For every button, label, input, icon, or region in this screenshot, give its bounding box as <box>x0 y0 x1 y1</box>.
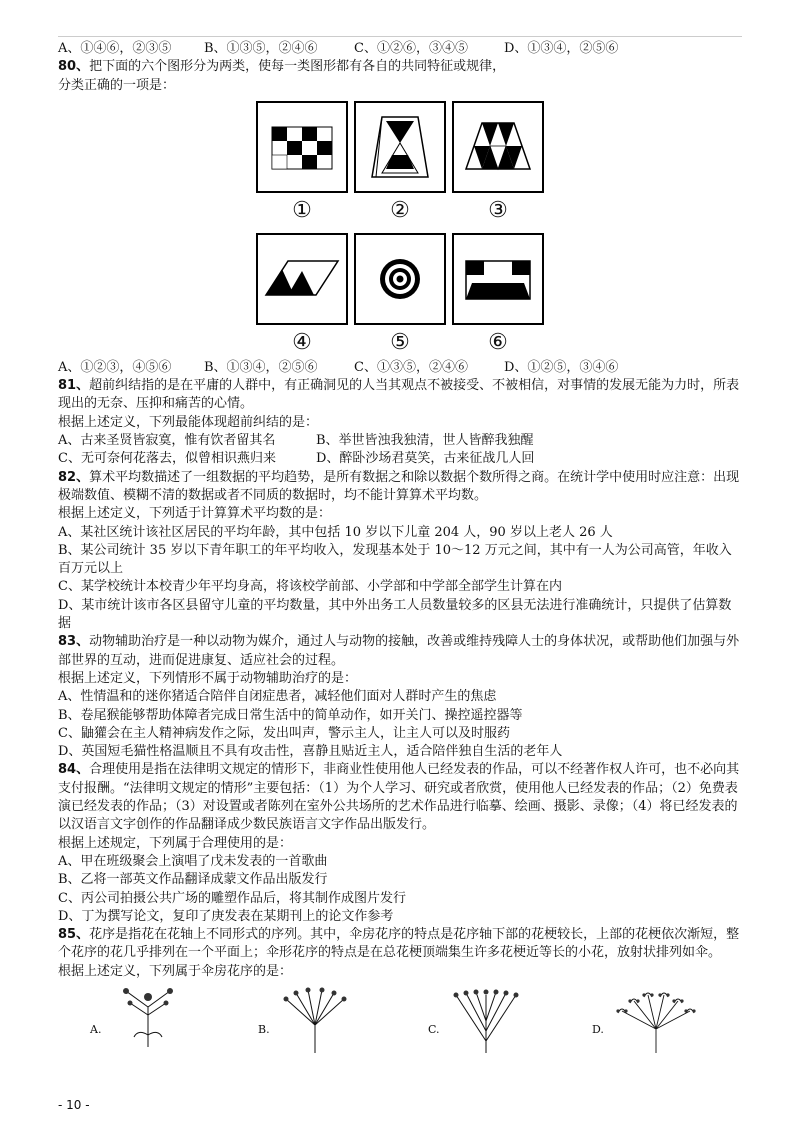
q80-option-c[interactable]: C、①③⑤，②④⑥ <box>354 359 468 375</box>
q81-text: 超前纠结指的是在平庸的人群中，有正确洞见的人当其观点不被接受、不被相信，对事情的发展无能为力时，所表现出的无奈、压抑和痛苦的心情。 <box>58 378 740 412</box>
q81-option-a[interactable]: A、古来圣贤皆寂寞，惟有饮者留其名 <box>58 433 276 449</box>
q84-prompt: 根据上述规定，下列属于合理使用的是： <box>58 835 293 851</box>
figure-1 <box>256 101 348 193</box>
q85-stem <box>58 926 744 963</box>
q81-option-c[interactable]: C、无可奈何花落去，似曾相识燕归来 <box>58 451 276 467</box>
q82-text: 算术平均数描述了一组数据的平均趋势，是所有数据之和除以数据个数所得之商。在统计学中使用时应注意：出现极端数值、模糊不清的数据或者不同质的数据时，均不能计算算术平均数。 <box>58 469 740 503</box>
q85-label-d[interactable]: D. <box>592 1022 604 1036</box>
q83-option-a[interactable]: A、性情温和的迷你猪适合陪伴自闭症患者，减轻他们面对人群时产生的焦虑 <box>58 689 497 705</box>
q79-option-d[interactable]: D、①③④，②⑤⑥ <box>504 41 619 56</box>
q83-text: 动物辅助治疗是一种以动物为媒介，通过人与动物的接触，改善或维持残障人士的身体状况，或帮助他们加强与外部世界的互动，进而促进康复、适应社会的过程。 <box>58 634 740 668</box>
q81-options-row2 <box>58 450 744 468</box>
q85-text: 花序是指花在花轴上不同形式的序列。其中，伞房花序的特点是花序轴下部的花梗较长，上部的花梗依次渐短，整个花序的花几乎排列在一个平面上；伞形花序的特点是在总花梗顶端集生许多花梗近等长的小花，放射状排列如伞。 <box>58 927 740 961</box>
q82-option-d[interactable]: D、某市统计该市各区县留守儿童的平均数量，其中外出务工人员数量较多的区县无法进行准确统计，只提供了估算数据 <box>58 597 732 632</box>
q80-text: 把下面的六个图形分为两类，使每一类图形都有各自的共同特征或规律， <box>89 59 506 75</box>
q84-stem <box>58 761 744 834</box>
q79-options <box>58 40 744 58</box>
figure-5-graphic <box>356 235 444 323</box>
q80-option-a[interactable]: A、①②③，④⑤⑥ <box>58 359 172 375</box>
figure-4 <box>256 233 348 325</box>
q81-number: 81、 <box>58 378 90 394</box>
q82-stem <box>58 469 744 506</box>
figure-1-graphic <box>258 103 346 191</box>
page-content <box>58 40 744 1055</box>
q81-option-b[interactable]: B、举世皆浊我独清，世人皆醉我独醒 <box>316 433 534 449</box>
figure-1-label: ① <box>292 197 312 223</box>
q81-stem <box>58 377 744 414</box>
q84-option-c[interactable]: C、丙公司拍摄公共广场的雕塑作品后，将其制作成图片发行 <box>58 890 406 906</box>
inflorescence-a-icon <box>116 985 180 1055</box>
q84-number: 84、 <box>58 762 90 778</box>
figure-6-graphic <box>454 235 542 323</box>
q83-option-d[interactable]: D、英国短毛猫性格温顺且不具有攻击性，喜静且贴近主人，适合陪伴独自生活的老年人 <box>58 744 563 760</box>
q80-number: 80、 <box>58 59 90 75</box>
q82-option-c[interactable]: C、某学校统计本校青少年平均身高，将该校学前部、小学部和中学部全部学生计算在内 <box>58 579 562 595</box>
q82-option-a[interactable]: A、某社区统计该社区居民的平均年龄，其中包括 10 岁以下儿童 204 人，90 岁以上老人 26 人 <box>58 524 613 540</box>
figure-4-graphic <box>258 235 346 323</box>
q80-stem-2: 分类正确的一项是： <box>58 77 176 93</box>
q83-prompt: 根据上述定义，下列情形不属于动物辅助治疗的是： <box>58 670 358 686</box>
figure-4-label: ④ <box>292 329 312 355</box>
q84-option-b[interactable]: B、乙将一部英文作品翻译成蒙文作品出版发行 <box>58 872 328 888</box>
q84-option-d[interactable]: D、丁为撰写论文，复印了庚发表在某期刊上的论文作参考 <box>58 908 394 924</box>
q85-flower-options <box>58 985 744 1055</box>
q85-prompt: 根据上述定义，下列属于伞房花序的是： <box>58 963 293 979</box>
figure-2-label: ② <box>390 197 410 223</box>
figure-5 <box>354 233 446 325</box>
q83-option-c[interactable]: C、鼬獾会在主人精神病发作之际，发出叫声，警示主人，让主人可以及时服药 <box>58 725 510 741</box>
q79-option-b[interactable]: B、①③⑤，②④⑥ <box>204 41 318 56</box>
inflorescence-d-icon <box>614 985 698 1055</box>
q85-number: 85、 <box>58 927 90 943</box>
q83-option-b[interactable]: B、卷尾猴能够帮助体障者完成日常生活中的简单动作，如开关门、操控遥控器等 <box>58 707 523 723</box>
figure-3-graphic <box>454 103 542 191</box>
q80-figures <box>58 101 744 357</box>
q85-label-b[interactable]: B. <box>258 1022 270 1036</box>
figure-6-label: ⑥ <box>488 329 508 355</box>
q80-stem <box>58 58 744 76</box>
q85-label-a[interactable]: A. <box>90 1022 102 1036</box>
q84-option-a[interactable]: A、甲在班级聚会上演唱了戊未发表的一首歌曲 <box>58 853 328 869</box>
q81-options-row1 <box>58 432 744 450</box>
inflorescence-c-icon <box>450 985 522 1055</box>
page-number: - 10 - <box>58 1098 90 1112</box>
q83-stem <box>58 633 744 670</box>
q82-option-b[interactable]: B、某公司统计 35 岁以下青年职工的年平均收入，发现基本处于 10～12 万元之间，其中有一人为公司高管，年收入百万元以上 <box>58 542 732 577</box>
q85-label-c[interactable]: C. <box>428 1022 440 1036</box>
header-rule <box>58 36 742 37</box>
figure-5-label: ⑤ <box>390 329 410 355</box>
q82-prompt: 根据上述定义，下列适于计算算术平均数的是： <box>58 506 332 522</box>
figure-2-graphic <box>356 103 444 191</box>
q80-option-b[interactable]: B、①③④，②⑤⑥ <box>204 359 318 375</box>
figure-6 <box>452 233 544 325</box>
q84-text: 合理使用是指在法律明文规定的情形下，非商业性使用他人已经发表的作品，可以不经著作权人许可，也不必向其支付报酬。“法律明文规定的情形”主要包括：（1）为个人学习、研究或者欣赏，使用他人已经发表的作品；（2）免费表演已经发表的作品；（3）对设置或者陈列在室外公共场所的艺术作品进行临摹、绘画、摄影、录像；（4）将已经发表的以汉语言文字创作的作品翻译成少数民族语言文字作品出版发行。 <box>58 762 740 833</box>
figure-2 <box>354 101 446 193</box>
q79-option-c[interactable]: C、①②⑥，③④⑤ <box>354 41 468 56</box>
q79-option-a[interactable]: A、①④⑥，②③⑤ <box>58 41 172 56</box>
q82-number: 82、 <box>58 469 90 485</box>
inflorescence-b-icon <box>280 985 350 1055</box>
q81-option-d[interactable]: D、醉卧沙场君莫笑，古来征战几人回 <box>316 451 535 467</box>
q83-number: 83、 <box>58 634 90 650</box>
q81-prompt: 根据上述定义，下列最能体现超前纠结的是： <box>58 414 319 430</box>
figure-3 <box>452 101 544 193</box>
figure-3-label: ③ <box>488 197 508 223</box>
q80-options <box>58 359 744 377</box>
q80-option-d[interactable]: D、①②⑤，③④⑥ <box>504 359 619 375</box>
